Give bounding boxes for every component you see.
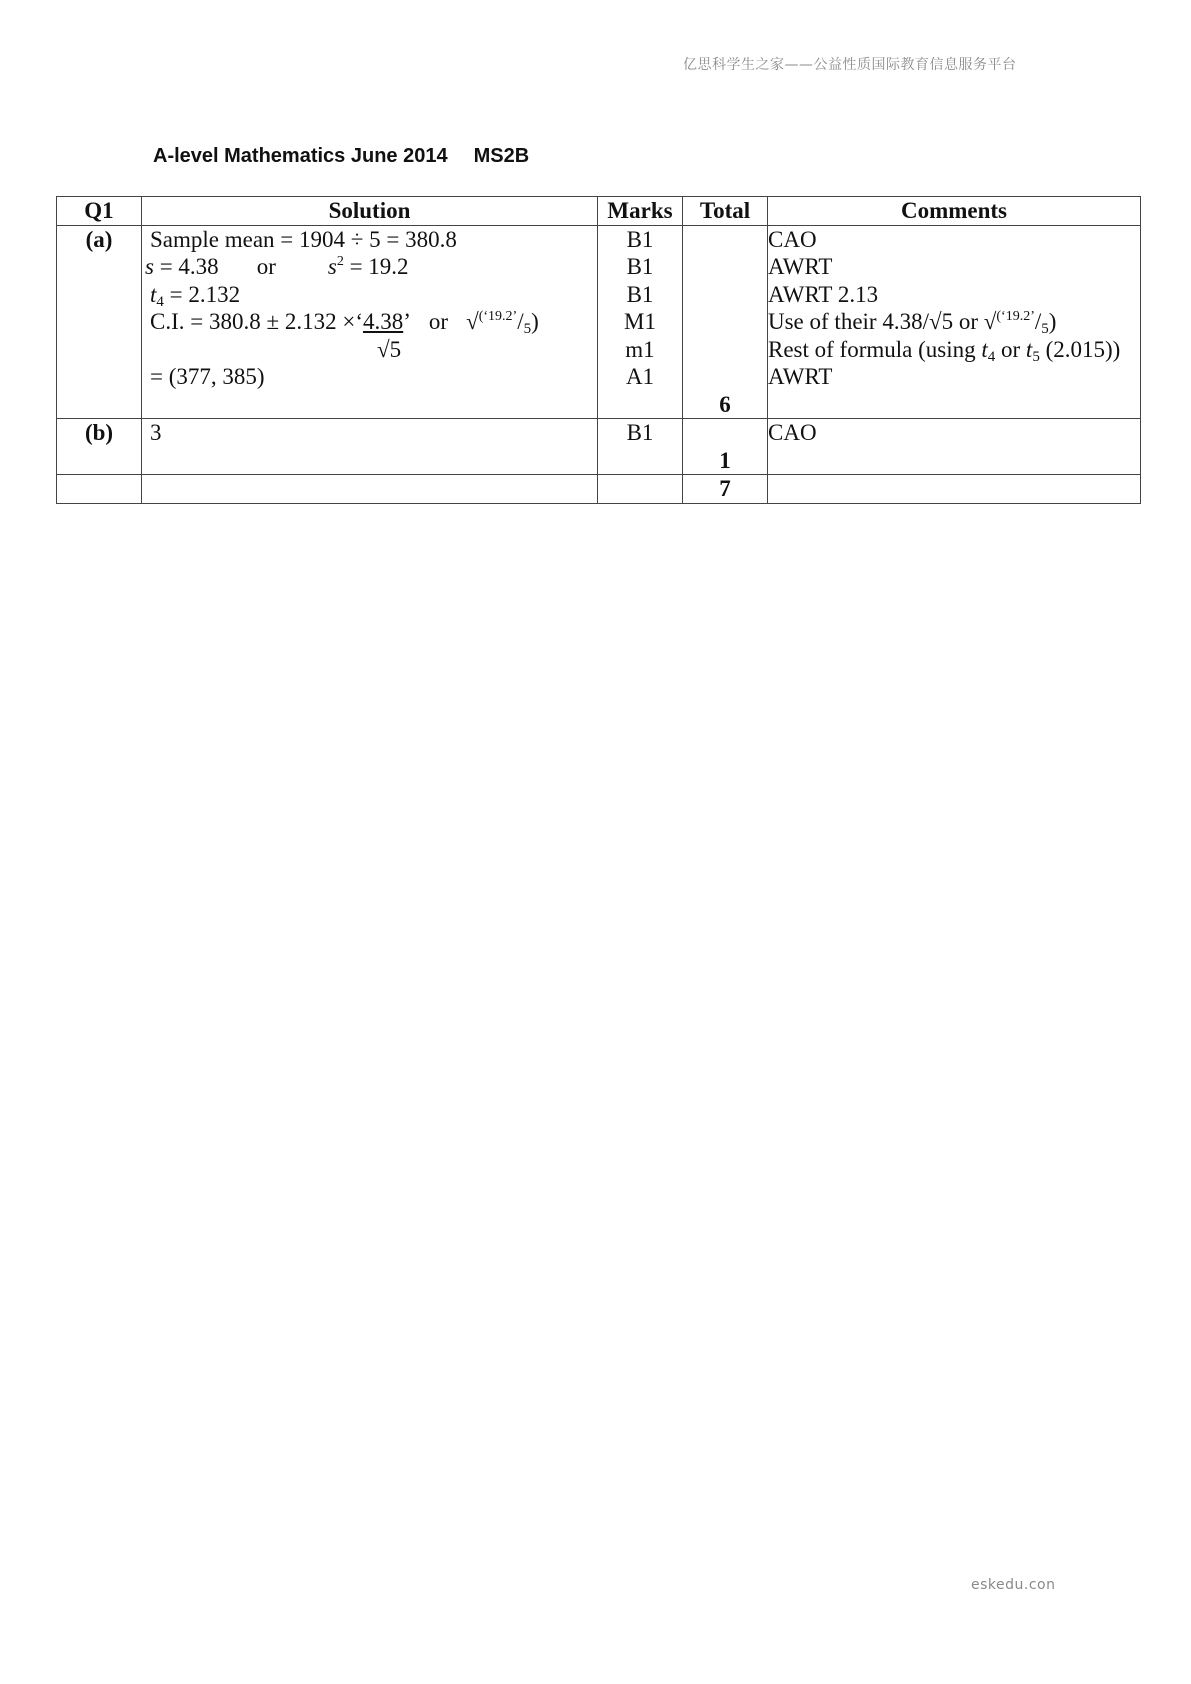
mark: B1	[626, 254, 654, 279]
blank-line	[601, 391, 679, 419]
subscript: 4	[987, 348, 996, 365]
table-row-part-a	[57, 225, 1141, 419]
mark: m1	[625, 336, 655, 362]
grand-total: 7	[683, 475, 768, 504]
comment: CAO	[768, 226, 817, 252]
header-solution: Solution	[142, 197, 598, 226]
header-comments: Comments	[768, 197, 1141, 226]
slash: /	[517, 309, 524, 334]
blank-line	[686, 281, 764, 309]
mark: B1	[626, 281, 654, 307]
fraction-numerator: 4.38	[362, 309, 404, 334]
solution-line	[145, 253, 594, 281]
empty-cell	[598, 475, 683, 504]
header-marks: Marks	[598, 197, 683, 226]
document-header	[153, 145, 529, 168]
marks-cell	[598, 225, 683, 419]
comment	[768, 336, 1137, 364]
solution-line	[145, 281, 594, 309]
part-label: (a)	[57, 225, 142, 419]
symbol-t: t	[1025, 336, 1033, 362]
mark: M1	[624, 309, 656, 334]
comments-cell	[768, 225, 1141, 419]
value-text: or	[995, 336, 1026, 362]
solution-line: = (377, 385)	[150, 364, 265, 389]
root-symbol: √	[466, 309, 479, 334]
empty-cell	[57, 475, 142, 504]
value-text: )	[531, 309, 539, 334]
value-text: = 2.132	[163, 281, 241, 307]
blank-line	[601, 447, 679, 475]
subscript: 4	[156, 293, 164, 310]
part-label: (b)	[57, 419, 142, 475]
part-total: 6	[719, 391, 731, 417]
superscript: (‘19.2’	[478, 309, 518, 324]
solution-cell	[142, 419, 598, 475]
comment: CAO	[768, 420, 817, 445]
header-question: Q1	[57, 197, 142, 226]
total-cell	[683, 225, 768, 419]
slash: /	[1034, 309, 1042, 334]
blank-line	[768, 447, 1137, 475]
comment: AWRT	[768, 364, 833, 389]
comment: AWRT 2.13	[768, 281, 879, 307]
subscript: 5	[1032, 348, 1040, 365]
header-total: Total	[683, 197, 768, 226]
or-text: or	[428, 309, 449, 334]
blank-line	[686, 419, 764, 447]
superscript: 2	[336, 254, 344, 269]
document-title: A-level Mathematics June 2014	[153, 145, 448, 167]
value-text: = 19.2	[343, 254, 409, 279]
blank-line	[768, 391, 1137, 419]
value-text: Use of their 4.38/√5 or √	[768, 309, 997, 334]
table-header-row	[57, 197, 1141, 226]
symbol-t: t	[981, 336, 988, 362]
watermark-top: 亿思科学生之家——公益性质国际教育信息服务平台	[683, 57, 1017, 73]
superscript: (‘19.2’	[996, 309, 1035, 324]
table-row-part-b	[57, 419, 1141, 475]
comment: AWRT	[768, 254, 833, 279]
fraction-denominator: √5	[377, 336, 402, 362]
value-text: (2.015))	[1039, 336, 1121, 362]
marks-cell	[598, 419, 683, 475]
or-text: or	[256, 254, 276, 279]
symbol-s: s	[327, 254, 337, 279]
mark-scheme-table	[56, 196, 1141, 504]
paper-code: MS2B	[473, 145, 530, 167]
blank-line	[686, 253, 764, 281]
value-text: = 4.38	[153, 254, 219, 279]
watermark-bottom: eskedu.con	[971, 1577, 1056, 1593]
table-row-grand-total	[57, 475, 1141, 504]
empty-cell	[768, 475, 1141, 504]
subscript: 5	[523, 321, 532, 337]
blank-line	[686, 363, 764, 391]
symbol-t: t	[150, 281, 157, 307]
empty-cell	[142, 475, 598, 504]
value-text: Rest of formula (using	[768, 336, 982, 362]
mark: B1	[626, 420, 654, 445]
blank-line	[686, 336, 764, 364]
part-total: 1	[719, 447, 731, 473]
solution-cell	[142, 225, 598, 419]
value-text: )	[1048, 309, 1057, 334]
solution-line: 3	[150, 420, 162, 445]
mark: B1	[626, 226, 654, 252]
blank-line	[686, 308, 764, 336]
subscript: 5	[1041, 321, 1049, 337]
blank-line	[686, 226, 764, 254]
symbol-s: s	[145, 254, 154, 279]
value-text: C.I. = 380.8 ± 2.132 ×‘	[150, 309, 363, 334]
comment	[768, 308, 1137, 336]
comments-cell	[768, 419, 1141, 475]
blank-line	[145, 447, 594, 475]
value-text: ’	[403, 309, 411, 334]
solution-line	[145, 308, 594, 336]
mark: A1	[625, 364, 655, 389]
blank-line	[145, 391, 594, 419]
solution-line: Sample mean = 1904 ÷ 5 = 380.8	[150, 226, 457, 252]
total-cell	[683, 419, 768, 475]
